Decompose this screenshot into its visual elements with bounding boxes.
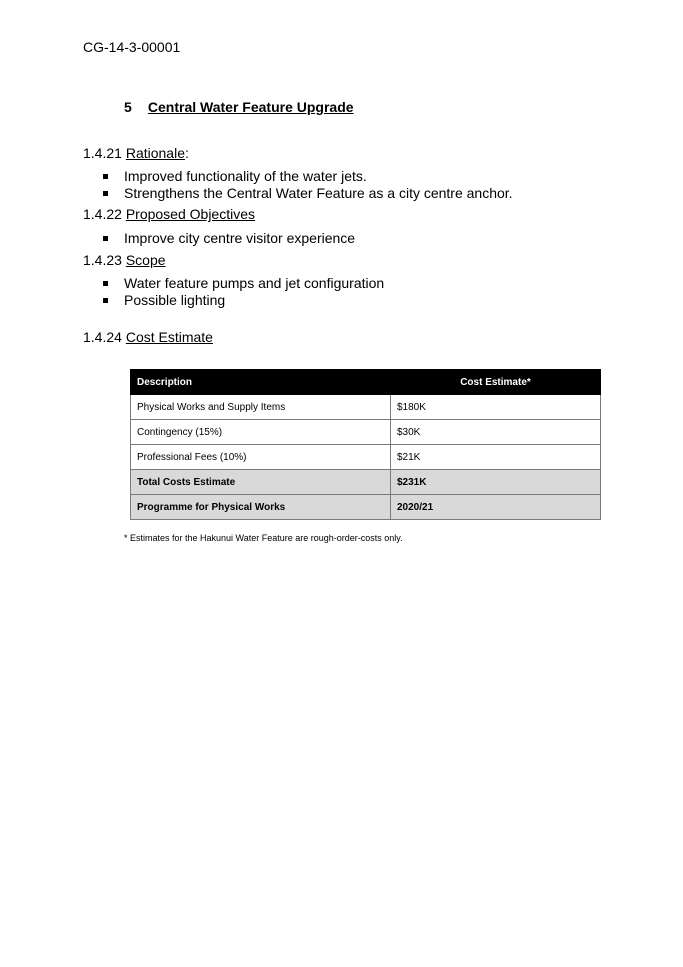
table-cell-description: Programme for Physical Works: [131, 495, 391, 520]
objectives-number: 1.4.22: [83, 206, 122, 222]
list-item: [103, 275, 384, 292]
table-cell-description: Physical Works and Supply Items: [131, 395, 391, 420]
section-title: Central Water Feature Upgrade: [147, 99, 354, 115]
cost-estimate-label: Cost Estimate: [125, 329, 213, 345]
column-header-description: Description: [131, 370, 391, 395]
list-item: [103, 168, 513, 185]
table-cell-description: Professional Fees (10%): [131, 445, 391, 470]
cost-estimate-table: [130, 369, 601, 520]
objectives-heading: [83, 206, 255, 222]
column-header-cost-estimate: Cost Estimate*: [391, 370, 601, 395]
scope-number: 1.4.23: [83, 252, 122, 268]
cost-estimate-number: 1.4.24: [83, 329, 122, 345]
objectives-label: Proposed Objectives: [125, 206, 256, 222]
rationale-heading: [83, 145, 189, 161]
table-cell-description: Contingency (15%): [131, 420, 391, 445]
square-bullet-icon: [103, 191, 108, 196]
scope-label: Scope: [125, 252, 166, 268]
list-item-text: Strengthens the Central Water Feature as a city centre anchor.: [124, 185, 513, 201]
scope-heading: [83, 252, 166, 268]
square-bullet-icon: [103, 174, 108, 179]
cost-estimate-heading: [83, 329, 213, 345]
rationale-colon: :: [184, 145, 189, 161]
square-bullet-icon: [103, 236, 108, 241]
list-item-text: Water feature pumps and jet configuration: [124, 275, 385, 291]
rationale-number: 1.4.21: [83, 145, 122, 161]
table-row: [131, 445, 601, 470]
list-item: [103, 292, 384, 309]
section-heading: [124, 99, 354, 115]
table-cell-cost: $231K: [391, 470, 601, 495]
scope-list: [103, 275, 384, 309]
list-item: [103, 230, 355, 247]
table-cell-cost: $180K: [391, 395, 601, 420]
table-header-row: [131, 370, 601, 395]
table-cell-cost: $21K: [391, 445, 601, 470]
table-cell-cost: $30K: [391, 420, 601, 445]
table-cell-description: Total Costs Estimate: [131, 470, 391, 495]
document-reference: CG-14-3-00001: [83, 39, 181, 55]
section-number: 5: [124, 99, 132, 115]
table-cell-cost: 2020/21: [391, 495, 601, 520]
objectives-list: [103, 230, 355, 247]
table-row: [131, 395, 601, 420]
rationale-list: [103, 168, 513, 202]
rationale-label: Rationale: [125, 145, 185, 161]
list-item-text: Improve city centre visitor experience: [124, 230, 356, 246]
table-row-total: [131, 470, 601, 495]
square-bullet-icon: [103, 281, 108, 286]
square-bullet-icon: [103, 298, 108, 303]
table-footnote: * Estimates for the Hakunui Water Feature are rough-order-costs only.: [124, 533, 403, 543]
table-row: [131, 420, 601, 445]
list-item-text: Improved functionality of the water jets.: [124, 168, 367, 184]
list-item-text: Possible lighting: [124, 292, 226, 308]
table-row-programme: [131, 495, 601, 520]
list-item: [103, 185, 513, 202]
